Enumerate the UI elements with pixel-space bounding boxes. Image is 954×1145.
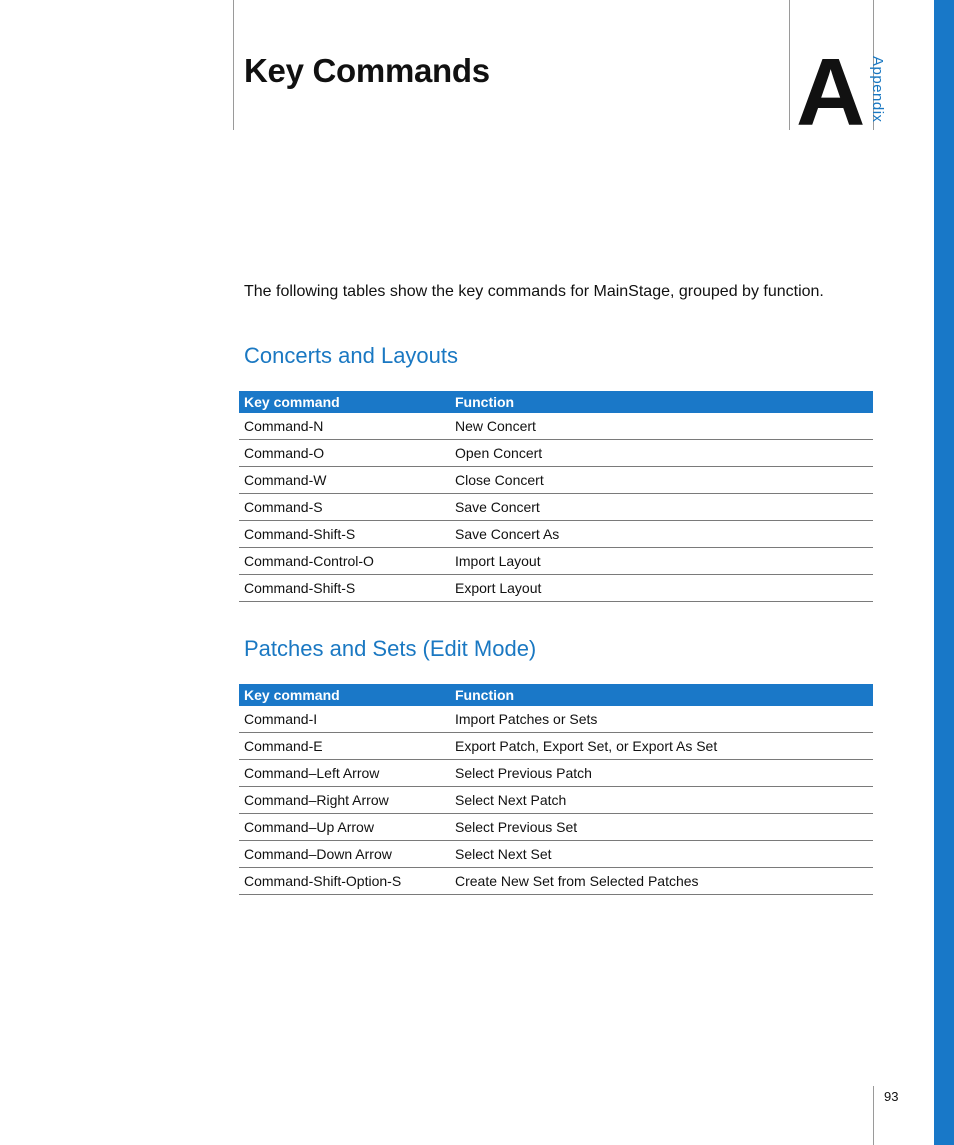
key-command-cell: Command-N [239,413,450,440]
section-heading-patches-sets: Patches and Sets (Edit Mode) [244,636,537,661]
key-command-cell: Command-I [239,706,450,733]
table-header-row [239,391,873,413]
function-cell: Export Patch, Export Set, or Export As Set [450,733,873,760]
table-row [239,868,873,895]
key-command-cell: Command–Right Arrow [239,787,450,814]
column-header-function: Function [450,684,873,706]
chapter-letter: A [796,39,866,146]
chapter-type-label: Appendix [869,56,886,123]
table-row [239,760,873,787]
function-cell: Select Next Set [450,841,873,868]
header-right-rule [789,0,790,130]
patches-sets-commands-table [239,684,873,895]
table-row [239,440,873,467]
column-header-function: Function [450,391,873,413]
key-command-cell: Command-O [239,440,450,467]
key-command-cell: Command-Control-O [239,548,450,575]
function-cell: Close Concert [450,467,873,494]
key-command-cell: Command-E [239,733,450,760]
column-header-key-command: Key command [239,684,450,706]
table-row [239,413,873,440]
section-heading-concerts: Concerts and Layouts [244,343,459,368]
function-cell: Import Layout [450,548,873,575]
concerts-commands-table [239,391,873,602]
function-cell: Select Previous Patch [450,760,873,787]
table-row [239,575,873,602]
function-cell: Select Next Patch [450,787,873,814]
footer-rule [873,1086,874,1145]
key-command-cell: Command-Shift-Option-S [239,868,450,895]
key-command-cell: Command-W [239,467,450,494]
key-command-cell: Command–Down Arrow [239,841,450,868]
table-row [239,494,873,521]
table-row [239,787,873,814]
side-color-bar [934,0,954,1145]
function-cell: Create New Set from Selected Patches [450,868,873,895]
function-cell: Save Concert [450,494,873,521]
table-row [239,548,873,575]
function-cell: Select Previous Set [450,814,873,841]
table-row [239,706,873,733]
function-cell: Export Layout [450,575,873,602]
page-title: Key Commands [244,52,490,89]
page-number: 93 [884,1089,899,1104]
column-header-key-command: Key command [239,391,450,413]
key-command-cell: Command-S [239,494,450,521]
function-cell: Open Concert [450,440,873,467]
table-row [239,733,873,760]
function-cell: Save Concert As [450,521,873,548]
table-row [239,814,873,841]
function-cell: New Concert [450,413,873,440]
table-row [239,521,873,548]
table-row [239,467,873,494]
table-row [239,841,873,868]
intro-paragraph: The following tables show the key commands for MainStage, grouped by function. [244,283,824,300]
key-command-cell: Command-Shift-S [239,521,450,548]
key-command-cell: Command–Left Arrow [239,760,450,787]
header-left-rule [233,0,234,130]
key-command-cell: Command-Shift-S [239,575,450,602]
function-cell: Import Patches or Sets [450,706,873,733]
key-command-cell: Command–Up Arrow [239,814,450,841]
table-header-row [239,684,873,706]
